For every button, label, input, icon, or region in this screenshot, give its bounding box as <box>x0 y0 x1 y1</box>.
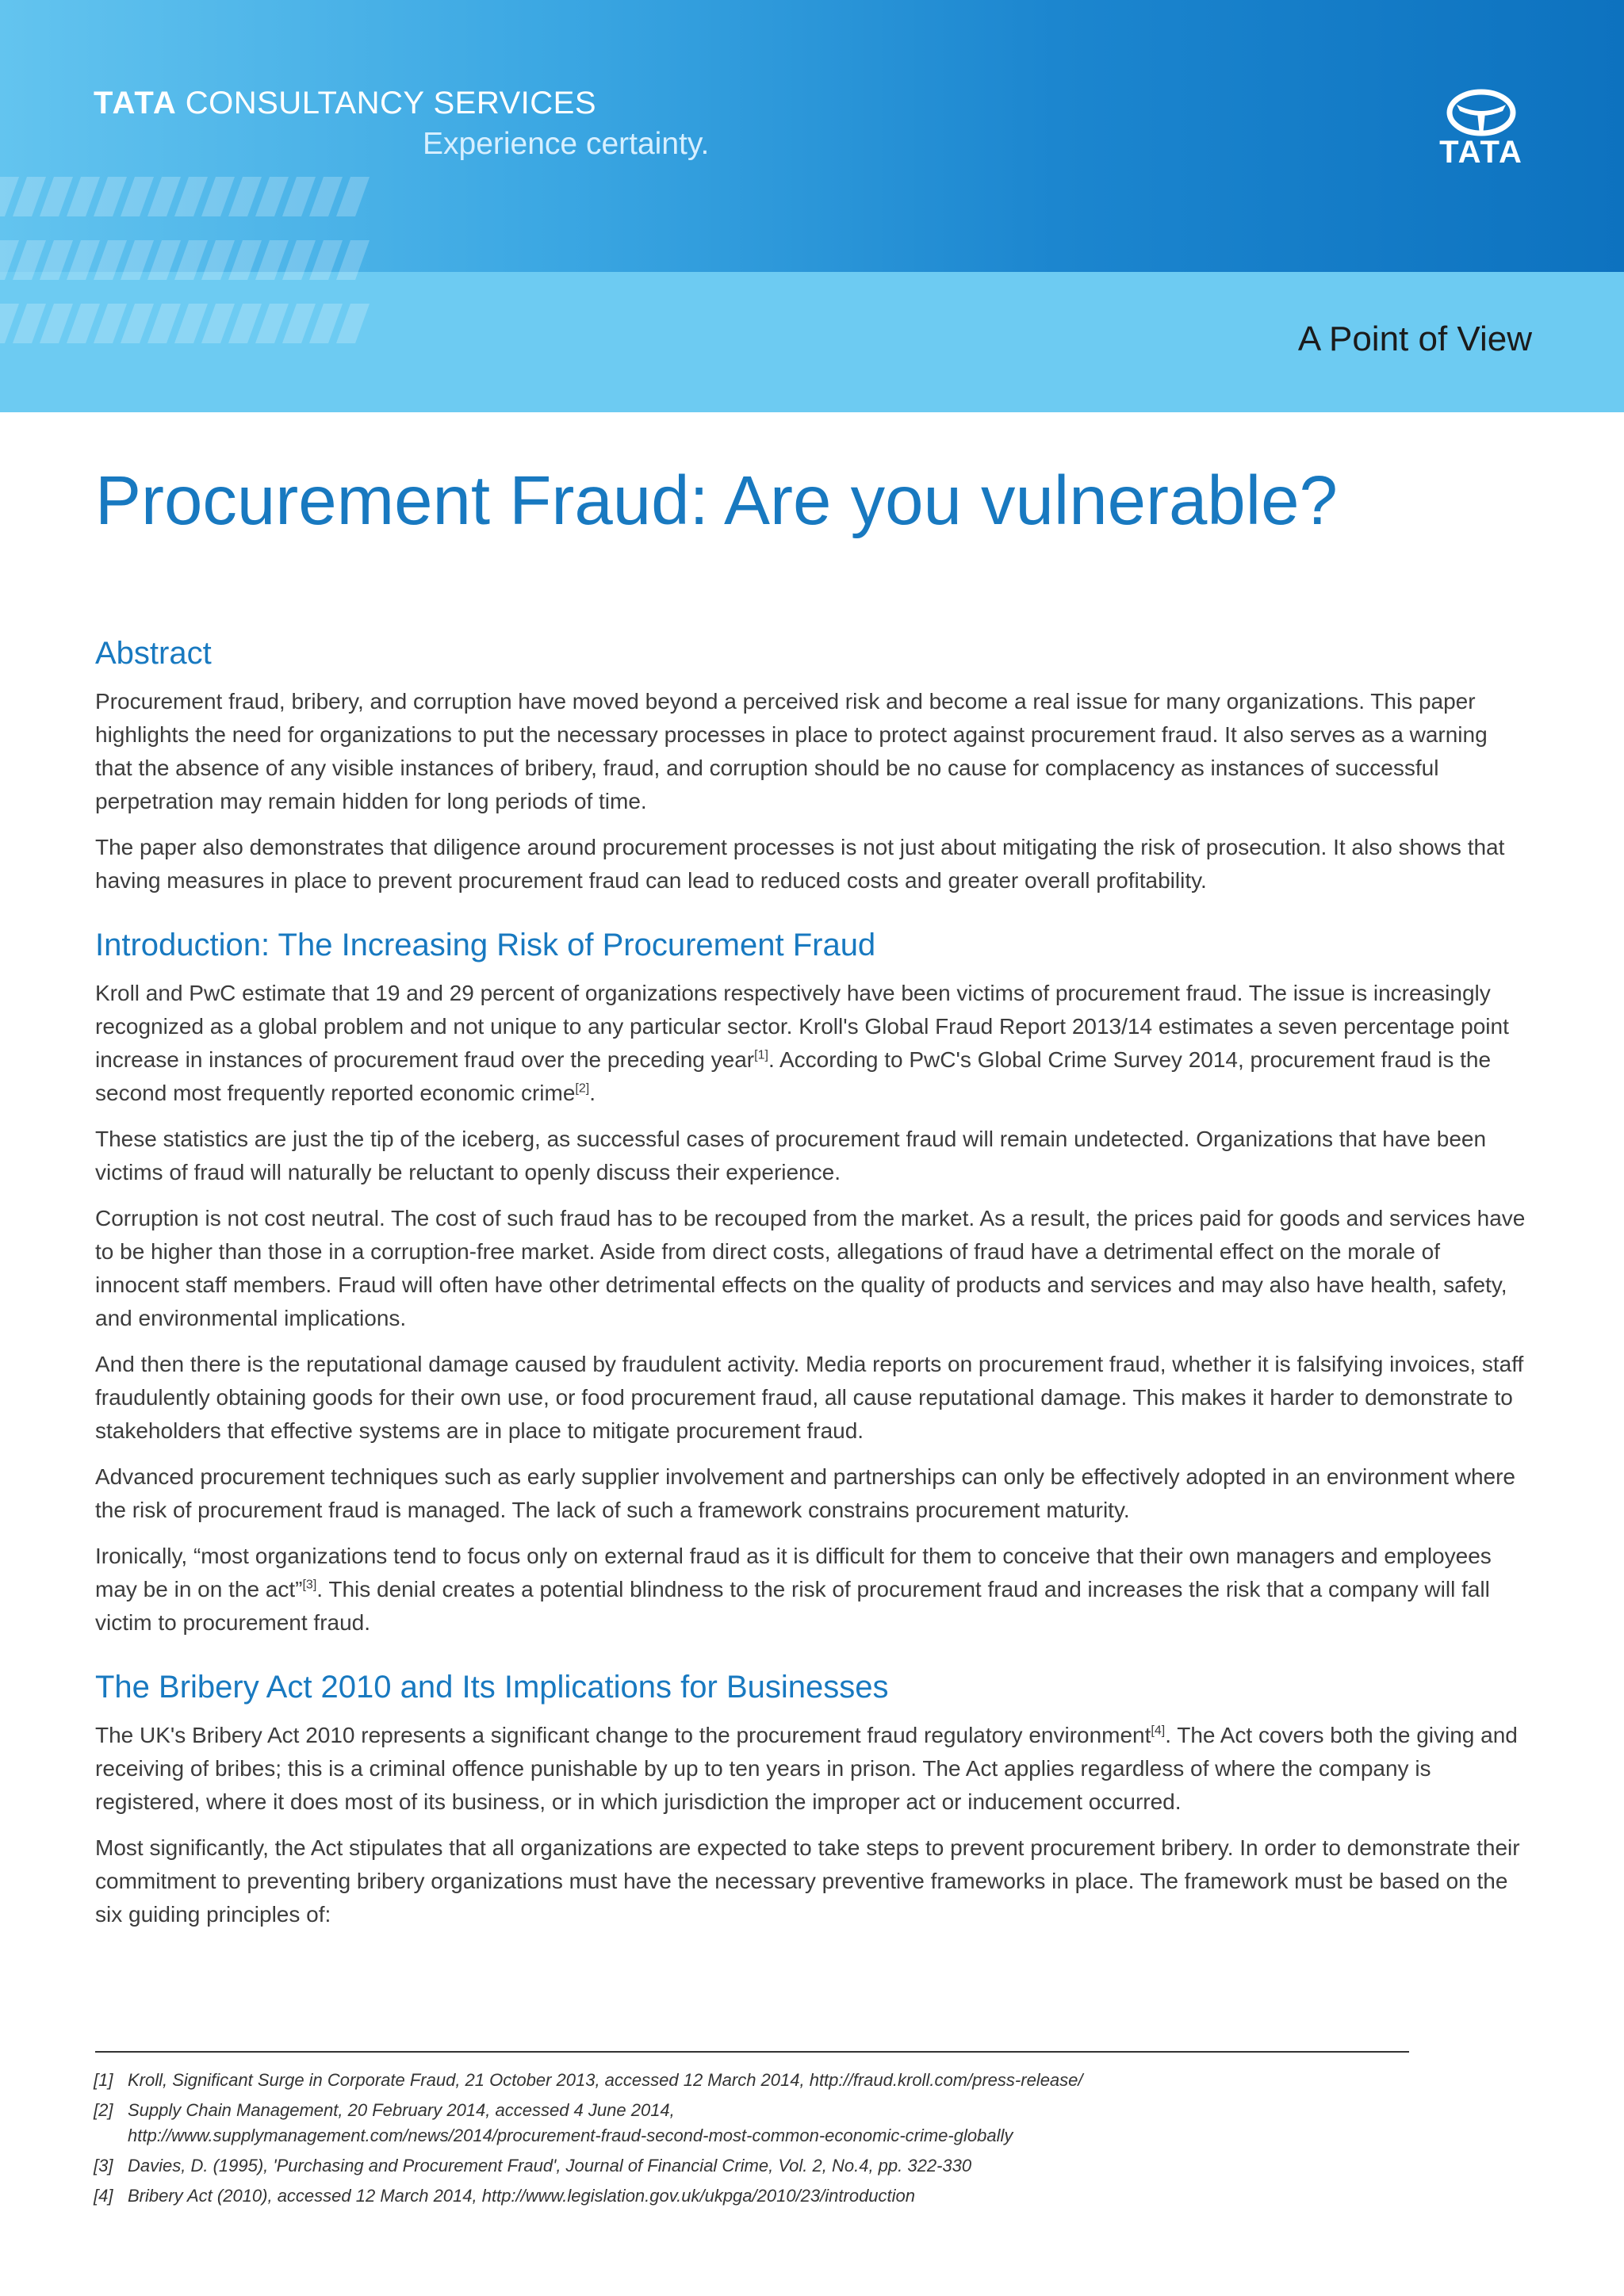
page-title: Procurement Fraud: Are you vulnerable? <box>95 462 1338 539</box>
footnote: [1] Kroll, Significant Surge in Corporate Fraud, 21 October 2013, accessed 12 March 2014, http://fraud.kroll.com/press-release/ <box>94 2070 1083 2090</box>
footnotes <box>94 2068 1442 2214</box>
footnote-divider <box>95 2051 1409 2053</box>
paragraph: Kroll and PwC estimate that 19 and 29 percent of organizations respectively have been victims of procurement fraud. The issue is increasingly recognized as a global problem and not unique to any particular sector. Kroll's Global Fraud Report 2013/14 estimates a seven percentage point increase in instances of procurement fraud over the preceding year[1]. According to PwC's Global Crime Survey 2014, procurement fraud is the second most frequently reported economic crime[2]. <box>95 981 1509 1105</box>
paragraph: The UK's Bribery Act 2010 represents a significant change to the procurement fraud regulatory environment[4]. The Act covers both the giving and receiving of bribes; this is a criminal offence punishable by up to ten years in prison. The Act applies regardless of where the company is registered, where it does most of its business, or in which jurisdiction the improper act or inducement occurred. <box>95 1723 1518 1814</box>
footnote: [3] Davies, D. (1995), 'Purchasing and Procurement Fraud', Journal of Financial Crime, Vol. 2, No.4, pp. 322-330 <box>94 2156 972 2175</box>
footnote: [2] Supply Chain Management, 20 February 2014, accessed 4 June 2014, http://www.supplymanagement.com/news/2014/procurement-fraud-second-most-common-economic-crime-globally <box>94 2100 1013 2145</box>
footnote-ref: [1] <box>754 1048 768 1062</box>
footnote-ref: [4] <box>1151 1724 1166 1738</box>
paragraph: Corruption is not cost neutral. The cost of such fraud has to be recouped from the market. As a result, the prices paid for goods and services have to be higher than those in a corruption-free market. Aside from direct costs, allegations of fraud have a detrimental effect on the morale of innocent staff members. Fraud will often have other detrimental effects on the quality of products and services and may also have health, safety, and environmental implications. <box>95 1206 1526 1330</box>
paragraph: Ironically, “most organizations tend to focus only on external fraud as it is difficult for them to conceive that their own managers and employees may be in on the act”[3]. This denial creates a potential blindness to the risk of procurement fraud and increases the risk that a company will fall victim to procurement fraud. <box>95 1544 1492 1635</box>
section-introduction <box>95 926 1529 1640</box>
paragraph: Procurement fraud, bribery, and corruption have moved beyond a perceived risk and become a real issue for many organizations. This paper highlights the need for organizations to put the necessary processes in place to protect against procurement fraud. It also serves as a warning that the absence of any visible instances of bribery, fraud, and corruption should be no cause for complacency as instances of successful perpetration may remain hidden for long periods of time. <box>95 689 1488 813</box>
section-heading: Introduction: The Increasing Risk of Procurement Fraud <box>95 928 876 962</box>
tata-logo <box>1430 89 1533 182</box>
main-content <box>95 634 1529 1960</box>
section-heading: The Bribery Act 2010 and Its Implications for Businesses <box>95 1670 889 1705</box>
tata-logo-text: TATA <box>1439 135 1523 170</box>
footnote-ref: [2] <box>575 1081 590 1096</box>
tata-emblem-icon <box>1446 89 1517 136</box>
section-bribery-act <box>95 1668 1529 1931</box>
paragraph: These statistics are just the tip of the iceberg, as successful cases of procurement fraud will remain undetected. Organizations that have been victims of fraud will naturally be reluctant to openly discuss their experience. <box>95 1127 1487 1184</box>
paragraph: The paper also demonstrates that diligence around procurement processes is not just about mitigating the risk of prosecution. It also shows that having measures in place to prevent procurement fraud can lead to reduced costs and greater overall profitability. <box>95 835 1505 893</box>
footnote-ref: [3] <box>302 1578 317 1592</box>
document-type: A Point of View <box>1297 320 1532 358</box>
section-abstract <box>95 634 1529 897</box>
decorative-stripes <box>0 170 396 369</box>
brand-bold: TATA <box>94 86 178 121</box>
paragraph: Advanced procurement techniques such as early supplier involvement and partnerships can only be effectively adopted in an environment where the risk of procurement fraud is managed. The lack of such a framework constrains procurement maturity. <box>95 1464 1515 1522</box>
tagline: Experience certainty. <box>423 127 710 161</box>
company-name <box>94 86 596 121</box>
section-heading: Abstract <box>95 636 212 671</box>
page-header <box>0 0 1624 412</box>
footnote: [4] Bribery Act (2010), accessed 12 March 2014, http://www.legislation.gov.uk/ukpga/2010/23/introduction <box>94 2186 916 2206</box>
paragraph: Most significantly, the Act stipulates that all organizations are expected to take steps to prevent procurement bribery. In order to demonstrate their commitment to preventing bribery organizations must have the necessary preventive frameworks in place. The framework must be based on the six guiding principles of: <box>95 1835 1520 1927</box>
paragraph: And then there is the reputational damage caused by fraudulent activity. Media reports on procurement fraud, whether it is falsifying invoices, staff fraudulently obtaining goods for their own use, or food procurement fraud, all cause reputational damage. This makes it harder to demonstrate to stakeholders that effective systems are in place to mitigate procurement fraud. <box>95 1352 1524 1443</box>
brand-rest: CONSULTANCY SERVICES <box>185 86 597 121</box>
